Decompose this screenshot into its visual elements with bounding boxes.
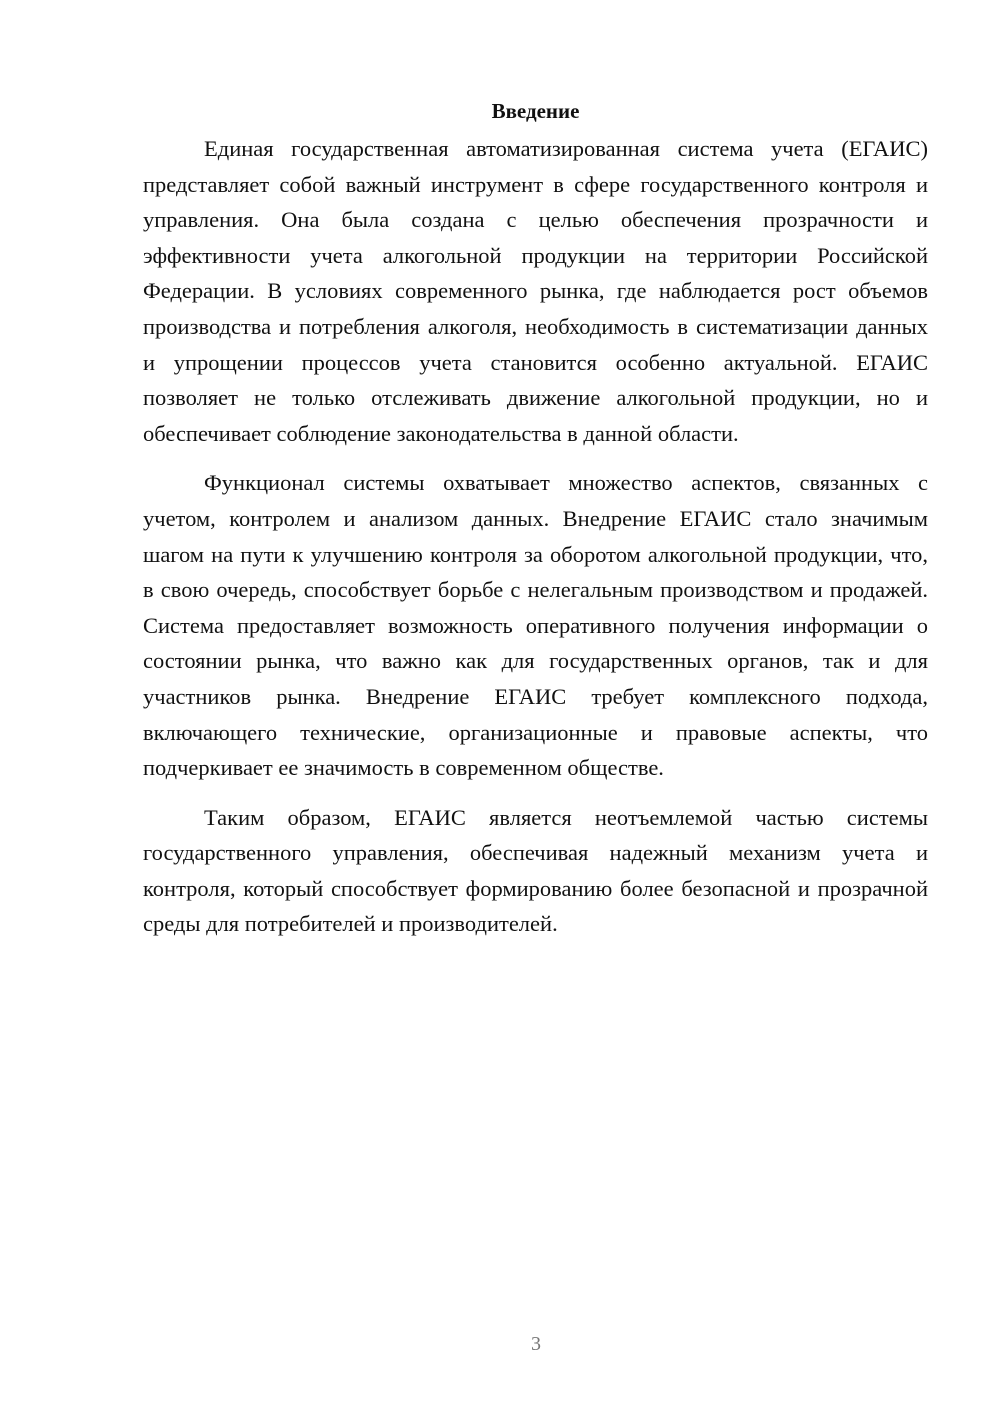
page-content	[143, 95, 928, 956]
paragraph-2: Функционал системы охватывает множество аспектов, связанных с учетом, контролем и анализом данных. Внедрение ЕГАИС стало значимым шагом на пути к улучшению контроля за оборотом алкогольной продукции, что, в свою очередь, способствует борьбе с нелегальным производством и продажей. Система предоставляет возможность оперативного получения информации о состоянии рынка, что важно как для государственных органов, так и для участников рынка. Внедрение ЕГАИС требует комплексного подхода, включающего технические, организационные и правовые аспекты, что подчеркивает ее значимость в современном обществе.	[143, 470, 928, 781]
paragraph-3: Таким образом, ЕГАИС является неотъемлемой частью системы государственного управления, обеспечивая надежный механизм учета и контроля, который способствует формированию более безопасной и прозрачной среды для потребителей и производителей.	[143, 804, 928, 937]
paragraph-1: Единая государственная автоматизированная система учета (ЕГАИС) представляет собой важный инструмент в сфере государственного контроля и управления. Она была создана с целью обеспечения прозрачности и эффективности учета алкогольной продукции на территории Российской Федерации. В условиях современного рынка, где наблюдается рост объемов производства и потребления алкоголя, необходимость в систематизации данных и упрощении процессов учета становится особенно актуальной. ЕГАИС позволяет не только отслеживать движение алкогольной продукции, но и обеспечивает соблюдение законодательства в данной области.	[143, 136, 928, 446]
page-number: 3	[531, 1333, 541, 1355]
section-heading: Введение	[491, 99, 580, 123]
